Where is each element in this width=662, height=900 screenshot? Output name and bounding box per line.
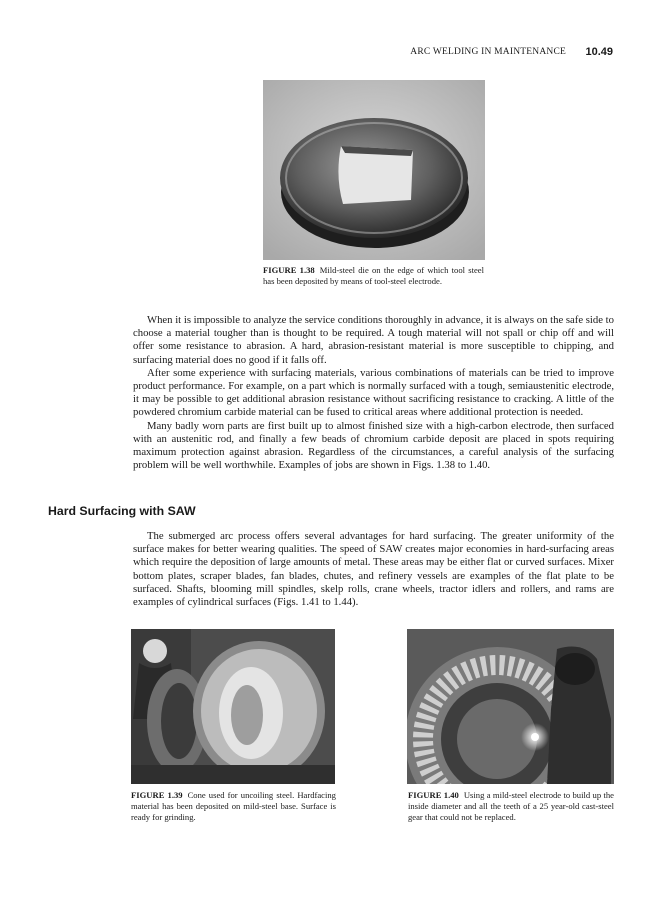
paragraph: When it is impossible to analyze the service conditions thoroughly in advance, it is always on the safe side to choose a material tougher than is thought to be required. A tough material will not spall or chip off and will offer some resistance to abrasion. A hard, abrasion-resistant material is more susceptible to chipping, and surfacing material does no good if it falls off.: [133, 314, 614, 366]
figure-1-39-photo: [131, 629, 335, 784]
body-text: [133, 314, 614, 472]
section-heading: Hard Surfacing with SAW: [48, 504, 196, 518]
figure-1-38-caption: [263, 265, 484, 287]
figure-caption-text: Cone used for uncoiling steel. Hardfacing material has been deposited on mild-steel base. Surface is ready for grinding.: [131, 790, 336, 822]
paragraph: The submerged arc process offers several advantages for hard surfacing. The greater uniformity of the surface makes for better wearing qualities. The speed of SAW creates major economies in hard-surfacing areas which require the deposition of large amounts of metal. These areas may be either flat or curved surfaces. Mixer bottom plates, scraper blades, fan blades, chutes, and refinery vessels are examples of the flat plate to be surfaced. Shafts, blooming mill spindles, skelp rolls, crane wheels, tractor idlers and rollers, and rams are examples of cylindrical surfaces (Figs. 1.41 to 1.44).: [133, 530, 614, 609]
figure-1-40-caption: [408, 790, 614, 823]
paragraph: Many badly worn parts are first built up to almost finished size with a high-carbon electrode, then surfaced with an austenitic rod, and finally a few beads of chromium carbide deposit are placed in spots requiring maximum protection against abrasion. Regardless of the circumstances, a careful analysis of the surfacing problem will be well worthwhile. Examples of jobs are shown in Figs. 1.38 to 1.40.: [133, 419, 614, 472]
figure-1-39-caption: [131, 790, 336, 823]
figure-1-38-photo: [263, 80, 485, 260]
running-head: [0, 47, 662, 61]
figure-caption-text: Using a mild-steel electrode to build up the inside diameter and all the teeth of a 25 year-old cast-steel gear that could not be replaced.: [408, 790, 614, 822]
paragraph: After some experience with surfacing materials, various combinations of materials can be tried to improve product performance. For example, on a part which is normally surfaced with a tough, semiaustenitic electrode, it may be possible to get additional abrasion resistance without sacrificing resistance to cracking. A little of the powdered chromium carbide material can be fused to critical areas where additional protection is needed.: [133, 366, 614, 419]
page-number: 10.49: [585, 46, 613, 58]
figure-1-40-photo: [407, 629, 614, 784]
figure-label: FIGURE 1.39: [131, 790, 183, 800]
figure-caption-text: Mild-steel die on the edge of which tool steel has been deposited by means of tool-steel electrode.: [263, 265, 484, 286]
section-body-text: [133, 530, 614, 609]
running-head-title: ARC WELDING IN MAINTENANCE: [410, 47, 566, 57]
figure-label: FIGURE 1.38: [263, 265, 315, 275]
figure-label: FIGURE 1.40: [408, 790, 459, 800]
